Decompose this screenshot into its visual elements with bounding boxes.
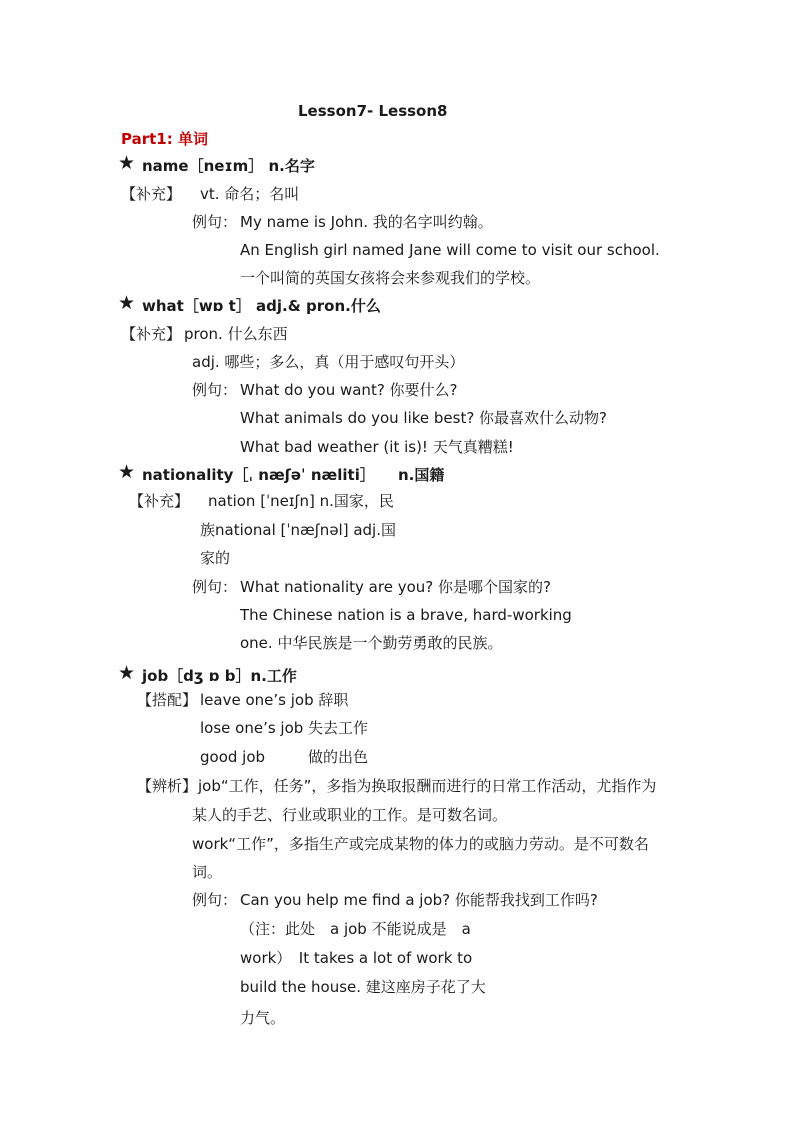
job-example-1: Can you help me find a job? 你能帮我找到工作吗? (240, 891, 598, 909)
nationality-supplement-2: 族national [ˈnæʃnəl] adj.国 (200, 521, 396, 539)
nationality-part-of-speech: n.国籍 (398, 466, 445, 484)
job-collocation-3: good job (200, 748, 266, 766)
job-collocation-2: lose one’s job 失去工作 (200, 719, 369, 737)
job-collocation-1: leave one’s job 辞职 (200, 691, 349, 709)
nationality-example-2: The Chinese nation is a brave, hard-working (240, 606, 572, 624)
star-icon: ★ (118, 461, 136, 483)
what-example-3: What bad weather (it is)! 天气真糟糕! (240, 438, 514, 456)
part1-heading: Part1: 单词 (121, 130, 208, 148)
name-example-2: An English girl named Jane will come to visit our school. (240, 241, 660, 259)
what-example-1: What do you want? 你要什么? (240, 381, 458, 399)
star-icon: ★ (118, 152, 136, 174)
word-what-heading: what［wɒ t］ adj.& pron.什么 (142, 297, 381, 315)
word-job-heading: job［dʒ ɒ b］n.工作 (142, 667, 297, 685)
what-supplement-2: adj. 哪些；多么，真（用于感叹句开头） (192, 353, 465, 371)
nationality-supplement-3: 家的 (200, 549, 231, 567)
nationality-supplement-label: 【补充】 (129, 492, 190, 510)
job-example-label: 例句： (192, 891, 238, 909)
job-distinction-label: 【辨析】 (137, 777, 198, 795)
star-icon: ★ (118, 662, 136, 684)
what-example-2: What animals do you like best? 你最喜欢什么动物? (240, 409, 608, 427)
word-nationality-heading: nationality［ˌ næʃəˈ næliti］ (142, 466, 375, 484)
job-example-5: 力气。 (240, 1009, 286, 1027)
star-icon: ★ (118, 292, 136, 314)
name-supplement: vt. 命名；名叫 (200, 185, 300, 203)
what-supplement-1: pron. 什么东西 (184, 325, 288, 343)
nationality-example-1: What nationality are you? 你是哪个国家的? (240, 578, 551, 596)
document-title: Lesson7- Lesson8 (298, 102, 448, 120)
job-distinction-1: job“工作，任务”，多指为换取报酬而进行的日常工作活动，尤指作为 (198, 777, 657, 795)
name-example-label: 例句： (192, 213, 238, 231)
nationality-example-label: 例句： (192, 578, 238, 596)
job-example-4: build the house. 建这座房子花了大 (240, 978, 486, 996)
what-supplement-label: 【补充】 (121, 325, 182, 343)
job-collocation-3-meaning: 做的出色 (308, 748, 369, 766)
job-distinction-3: work“工作”，多指生产或完成某物的体力的或脑力劳动。是不可数名 (192, 835, 649, 853)
job-example-2: （注：此处 a job 不能说成是 a (240, 920, 471, 938)
job-distinction-2: 某人的手艺、行业或职业的工作。是可数名词。 (192, 806, 508, 824)
name-supplement-label: 【补充】 (121, 185, 182, 203)
job-distinction-4: 词。 (192, 863, 223, 881)
job-example-3: work） It takes a lot of work to (240, 949, 473, 967)
word-name-heading: name［neɪm］ n.名字 (142, 157, 315, 175)
nationality-example-3: one. 中华民族是一个勤劳勇敢的民族。 (240, 634, 503, 652)
nationality-supplement-1: nation [ˈneɪʃn] n.国家，民 (208, 492, 394, 510)
name-example-3: 一个叫简的英国女孩将会来参观我们的学校。 (240, 269, 541, 287)
job-collocation-label: 【搭配】 (137, 691, 198, 709)
what-example-label: 例句： (192, 381, 238, 399)
name-example-1: My name is John. 我的名字叫约翰。 (240, 213, 493, 231)
